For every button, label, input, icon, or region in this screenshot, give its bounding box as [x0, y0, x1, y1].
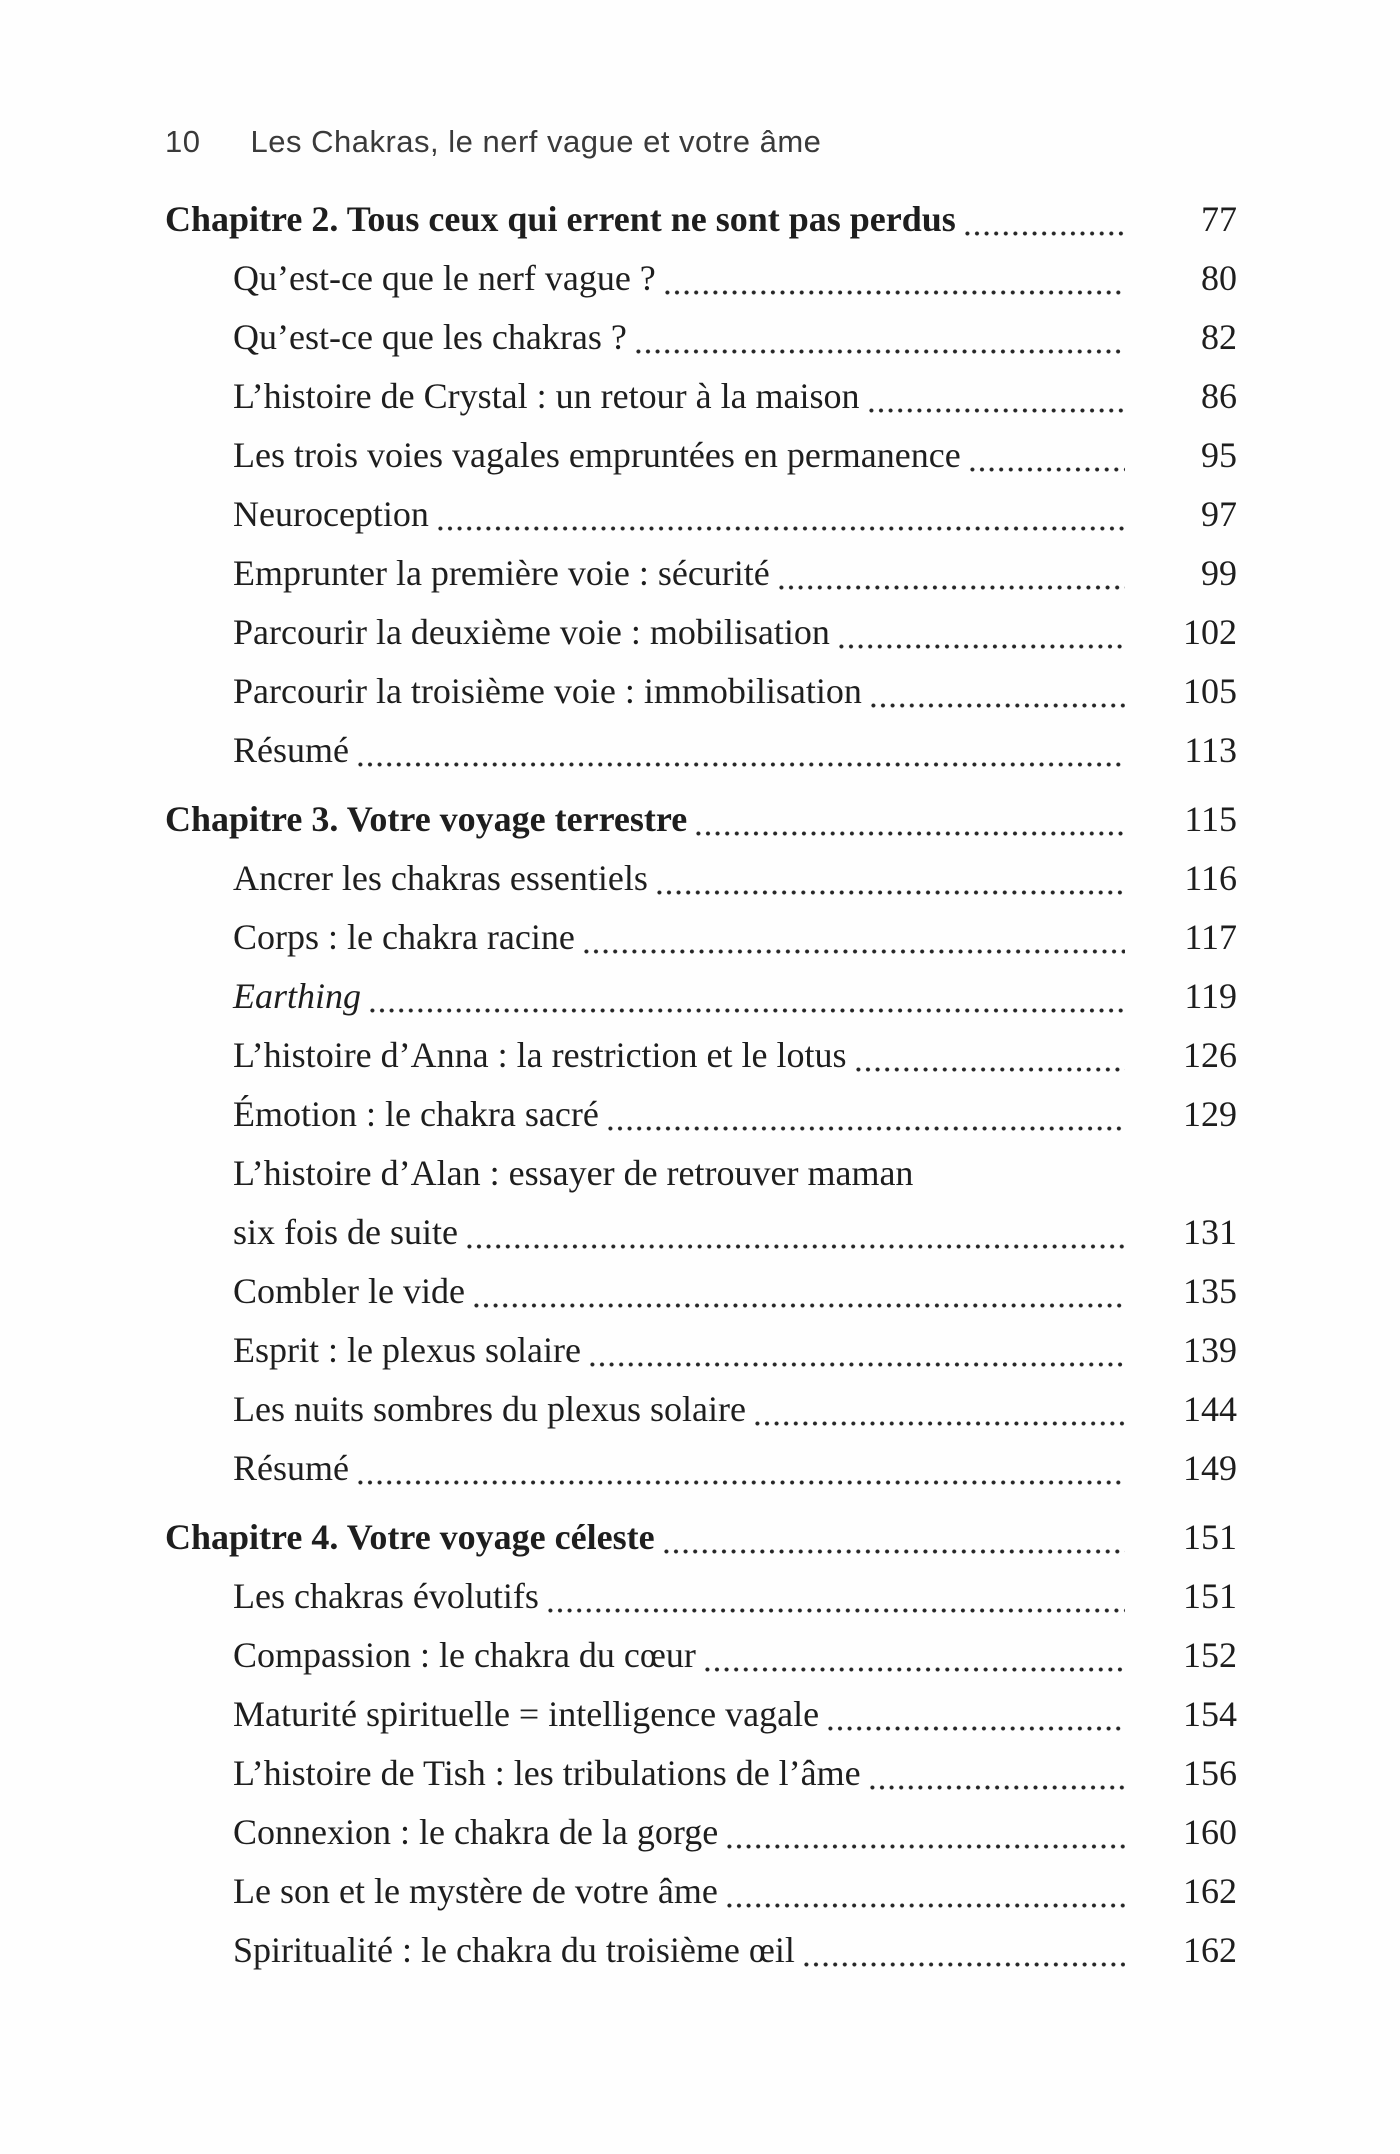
toc-dot-leader	[664, 1549, 1125, 1554]
toc-entry-title: Corps : le chakra racine	[233, 917, 575, 957]
toc-dot-leader	[779, 585, 1125, 590]
running-header	[165, 122, 1237, 162]
toc-entry-title: Combler le vide	[233, 1271, 465, 1311]
toc-dot-leader	[548, 1608, 1125, 1613]
toc-dot-leader	[590, 1362, 1125, 1367]
toc-dot-leader	[438, 526, 1125, 531]
toc-page-number: 99	[1201, 553, 1237, 593]
toc-entry	[165, 249, 1237, 308]
toc-entry-title: Parcourir la deuxième voie : mobilisation	[233, 612, 830, 652]
toc-entry-title: Qu’est-ce que le nerf vague ?	[233, 258, 656, 298]
toc-dot-leader	[804, 1962, 1125, 1967]
toc-entry-title: Chapitre 2. Tous ceux qui errent ne sont pas perdus	[165, 199, 956, 239]
toc-page-number: 105	[1183, 671, 1237, 711]
toc-entry-title: L’histoire de Crystal : un retour à la maison	[233, 376, 860, 416]
toc-entry-title: Compassion : le chakra du cœur	[233, 1635, 696, 1675]
toc-entry-title: Connexion : le chakra de la gorge	[233, 1812, 719, 1852]
running-title: Les Chakras, le nerf vague et votre âme	[250, 124, 822, 159]
toc-entry	[165, 308, 1237, 367]
toc-entry-title: Earthing	[233, 976, 362, 1016]
toc-entry	[165, 426, 1237, 485]
toc-entry	[165, 1439, 1237, 1498]
toc-entry	[165, 1262, 1237, 1321]
toc-dot-leader	[636, 349, 1125, 354]
toc-entry	[165, 1203, 1237, 1262]
toc-dot-leader	[755, 1421, 1125, 1426]
toc-dot-leader	[727, 1903, 1125, 1908]
toc-entry	[165, 485, 1237, 544]
toc-dot-leader	[856, 1067, 1125, 1072]
toc-dot-leader	[467, 1244, 1125, 1249]
toc-dot-leader	[696, 831, 1125, 836]
toc-page-number: 82	[1201, 317, 1237, 357]
toc-page-number: 135	[1183, 1271, 1237, 1311]
toc-entry	[165, 967, 1237, 1026]
toc-page-number: 116	[1184, 858, 1237, 898]
toc-entry-title: Parcourir la troisième voie : immobilisation	[233, 671, 862, 711]
toc-entry	[165, 190, 1237, 249]
toc-entry	[165, 1321, 1237, 1380]
toc-entry-title: L’histoire d’Alan : essayer de retrouver maman	[233, 1153, 914, 1193]
toc-page-number: 162	[1183, 1871, 1237, 1911]
toc-page-number: 119	[1184, 976, 1237, 1016]
toc-page-number: 162	[1183, 1930, 1237, 1970]
toc-dot-leader	[705, 1667, 1125, 1672]
toc-dot-leader	[869, 408, 1125, 413]
toc-page-number: 160	[1183, 1812, 1237, 1852]
toc-page-number: 102	[1183, 612, 1237, 652]
toc-page-number: 95	[1201, 435, 1237, 475]
toc-page-number: 80	[1201, 258, 1237, 298]
toc-entry	[165, 849, 1237, 908]
toc-entry	[165, 1744, 1237, 1803]
toc-entry	[165, 1085, 1237, 1144]
toc-entry	[165, 1685, 1237, 1744]
toc-page-number: 151	[1183, 1517, 1237, 1557]
toc-entry-title: Émotion : le chakra sacré	[233, 1094, 599, 1134]
toc-entry	[165, 662, 1237, 721]
toc-page-number: 129	[1183, 1094, 1237, 1134]
toc-page-number: 117	[1184, 917, 1237, 957]
toc-dot-leader	[727, 1844, 1125, 1849]
toc-dot-leader	[839, 644, 1125, 649]
toc-entry-title: Neuroception	[233, 494, 429, 534]
toc-dot-leader	[657, 890, 1125, 895]
toc-dot-leader	[584, 949, 1125, 954]
toc-page-number: 115	[1184, 799, 1237, 839]
toc-dot-leader	[970, 467, 1125, 472]
toc-entry	[165, 1026, 1237, 1085]
toc-entry-title: Qu’est-ce que les chakras ?	[233, 317, 627, 357]
toc-entry	[165, 1803, 1237, 1862]
toc-dot-leader	[370, 1008, 1125, 1013]
toc-entry-title: Spiritualité : le chakra du troisième œil	[233, 1930, 795, 1970]
toc-dot-leader	[358, 762, 1125, 767]
toc-entry-title: Maturité spirituelle = intelligence vagale	[233, 1694, 820, 1734]
toc-entry	[165, 1567, 1237, 1626]
toc-entry-title: Les trois voies vagales empruntées en permanence	[233, 435, 961, 475]
toc-page-number: 149	[1183, 1448, 1237, 1488]
toc-page-number: 86	[1201, 376, 1237, 416]
toc-page-number: 156	[1183, 1753, 1237, 1793]
toc-page-number: 77	[1201, 199, 1237, 239]
toc-entry-title: Le son et le mystère de votre âme	[233, 1871, 718, 1911]
toc-dot-leader	[474, 1303, 1125, 1308]
toc-page-number: 131	[1183, 1212, 1237, 1252]
toc-page-number: 97	[1201, 494, 1237, 534]
toc-entry	[165, 367, 1237, 426]
toc-page-number: 139	[1183, 1330, 1237, 1370]
toc-entry	[165, 1508, 1237, 1567]
toc-entry	[165, 1921, 1237, 1980]
folio-page-number: 10	[165, 124, 201, 159]
toc-entry-title: Les nuits sombres du plexus solaire	[233, 1389, 746, 1429]
toc-entry	[165, 790, 1237, 849]
toc-entry-title: Chapitre 4. Votre voyage céleste	[165, 1517, 655, 1557]
toc-page-number: 144	[1183, 1389, 1237, 1429]
toc-page-number: 151	[1183, 1576, 1237, 1616]
toc-dot-leader	[828, 1726, 1125, 1731]
toc-entry-title: six fois de suite	[233, 1212, 458, 1252]
toc-page-number: 126	[1183, 1035, 1237, 1075]
table-of-contents	[165, 190, 1237, 1980]
toc-entry-title: Ancrer les chakras essentiels	[233, 858, 648, 898]
toc-entry	[165, 544, 1237, 603]
toc-dot-leader	[871, 703, 1125, 708]
toc-dot-leader	[870, 1785, 1125, 1790]
toc-entry	[165, 603, 1237, 662]
toc-entry	[165, 908, 1237, 967]
toc-entry-title: Résumé	[233, 730, 349, 770]
toc-dot-leader	[965, 231, 1125, 236]
toc-entry	[165, 1144, 1237, 1203]
toc-entry-title: L’histoire d’Anna : la restriction et le lotus	[233, 1035, 847, 1075]
toc-dot-leader	[665, 290, 1125, 295]
toc-entry-title: L’histoire de Tish : les tribulations de l’âme	[233, 1753, 861, 1793]
toc-page-number: 113	[1184, 730, 1237, 770]
toc-entry	[165, 721, 1237, 780]
toc-dot-leader	[608, 1126, 1125, 1131]
toc-entry-title: Les chakras évolutifs	[233, 1576, 539, 1616]
toc-page-number: 154	[1183, 1694, 1237, 1734]
toc-entry	[165, 1862, 1237, 1921]
toc-entry-title: Esprit : le plexus solaire	[233, 1330, 581, 1370]
toc-entry-title: Résumé	[233, 1448, 349, 1488]
toc-page-number: 152	[1183, 1635, 1237, 1675]
toc-entry-title: Emprunter la première voie : sécurité	[233, 553, 770, 593]
toc-entry	[165, 1380, 1237, 1439]
toc-entry-title: Chapitre 3. Votre voyage terrestre	[165, 799, 688, 839]
toc-entry	[165, 1626, 1237, 1685]
toc-dot-leader	[358, 1480, 1125, 1485]
